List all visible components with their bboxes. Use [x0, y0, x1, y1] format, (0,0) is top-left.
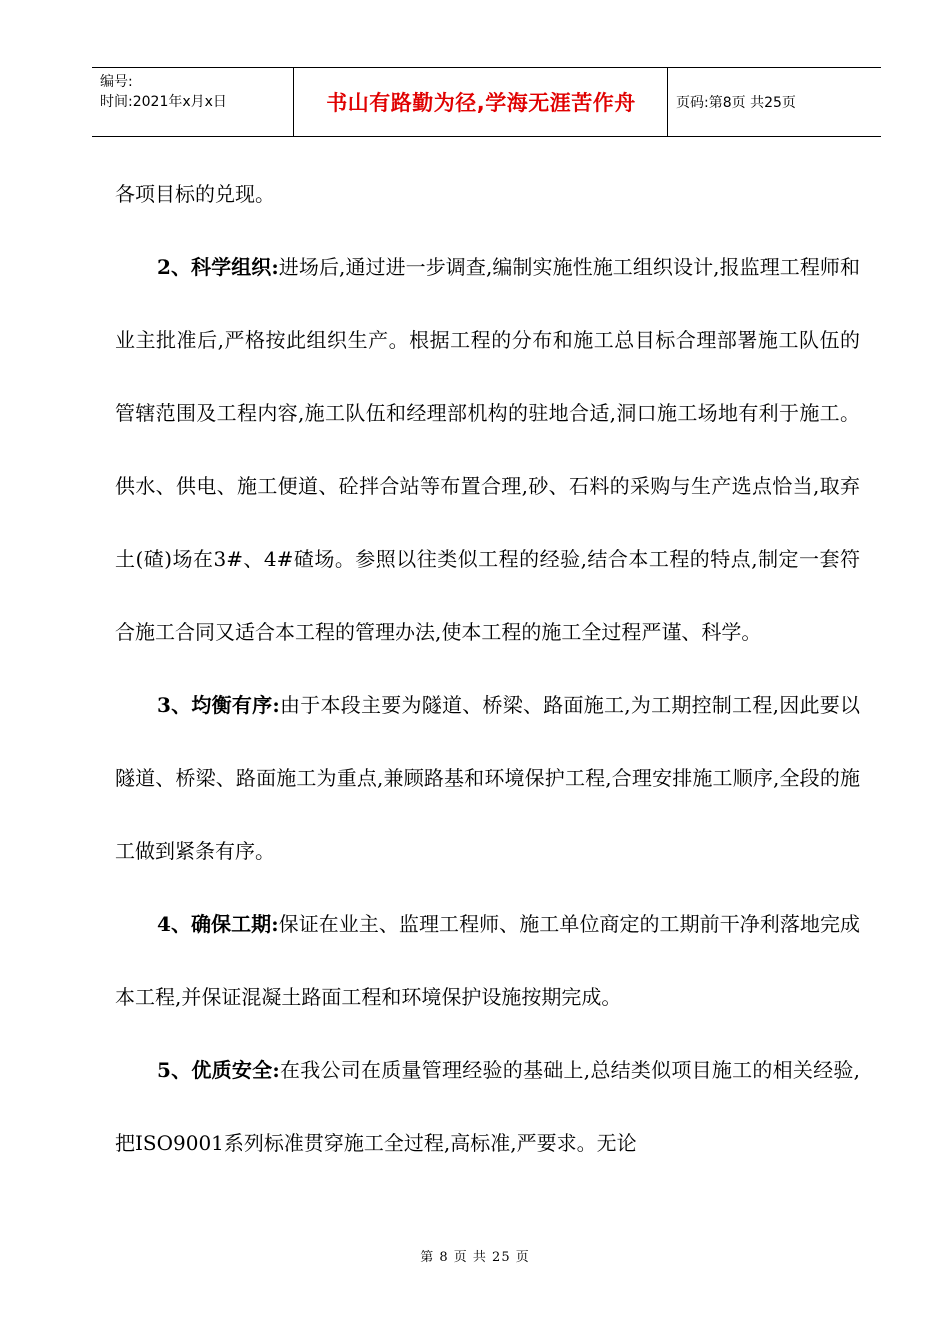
paragraph-text: 由于本段主要为隧道、桥梁、路面施工,为工期控制工程,因此要以隧道、桥梁、路面施工为重点,兼顾路基和环境保护工程,合理安排施工顺序,全段的施工做到紧条有序。	[115, 693, 860, 863]
header-time: 时间:2021年x月x日	[100, 94, 227, 110]
paragraph-text: 进场后,通过进一步调查,编制实施性施工组织设计,报监理工程师和业主批准后,严格按此组织生产。根据工程的分布和施工总目标合理部署施工队伍的管辖范围及工程内容,施工队伍和经理部机构的驻地合适,洞口施工场地有利于施工。供水、供电、施工便道、砼拌合站等布置合理,砂、石料的采购与生产选点恰当,取弃土(碴)场在3#、4#碴场。参照以往类似工程的经验,结合本工程的特点,制定一套符合施工合同又适合本工程的管理办法,使本工程的施工全过程严谨、科学。	[115, 255, 860, 644]
paragraph-heading: 4、确保工期:	[157, 912, 279, 936]
page-footer: 第 8 页 共 25 页	[420, 1250, 530, 1265]
paragraph-heading: 3、均衡有序:	[157, 693, 280, 717]
header-page-number: 页码:第8页 共25页	[676, 95, 796, 111]
paragraph-heading: 5、优质安全:	[157, 1058, 280, 1082]
page-header	[92, 67, 881, 137]
paragraph-scientific-organization	[115, 231, 860, 669]
paragraph-heading: 2、科学组织:	[157, 255, 279, 279]
document-body	[115, 158, 860, 1180]
paragraph-quality-safety	[115, 1034, 860, 1180]
paragraph-text: 在我公司在质量管理经验的基础上,总结类似项目施工的相关经验,把ISO9001系列标准贯穿施工全过程,高标准,严要求。无论	[115, 1058, 860, 1155]
paragraph-continuation: 各项目标的兑现。	[115, 182, 275, 206]
header-divider	[667, 68, 668, 136]
header-meta	[100, 72, 227, 112]
paragraph-schedule	[115, 888, 860, 1034]
paragraph-balanced-order	[115, 669, 860, 888]
paragraph-text: 保证在业主、监理工程师、施工单位商定的工期前干净利落地完成本工程,并保证混凝土路面工程和环境保护设施按期完成。	[115, 912, 860, 1009]
header-motto: 书山有路勤为径,学海无涯苦作舟	[326, 91, 636, 115]
header-number: 编号:	[100, 74, 133, 90]
